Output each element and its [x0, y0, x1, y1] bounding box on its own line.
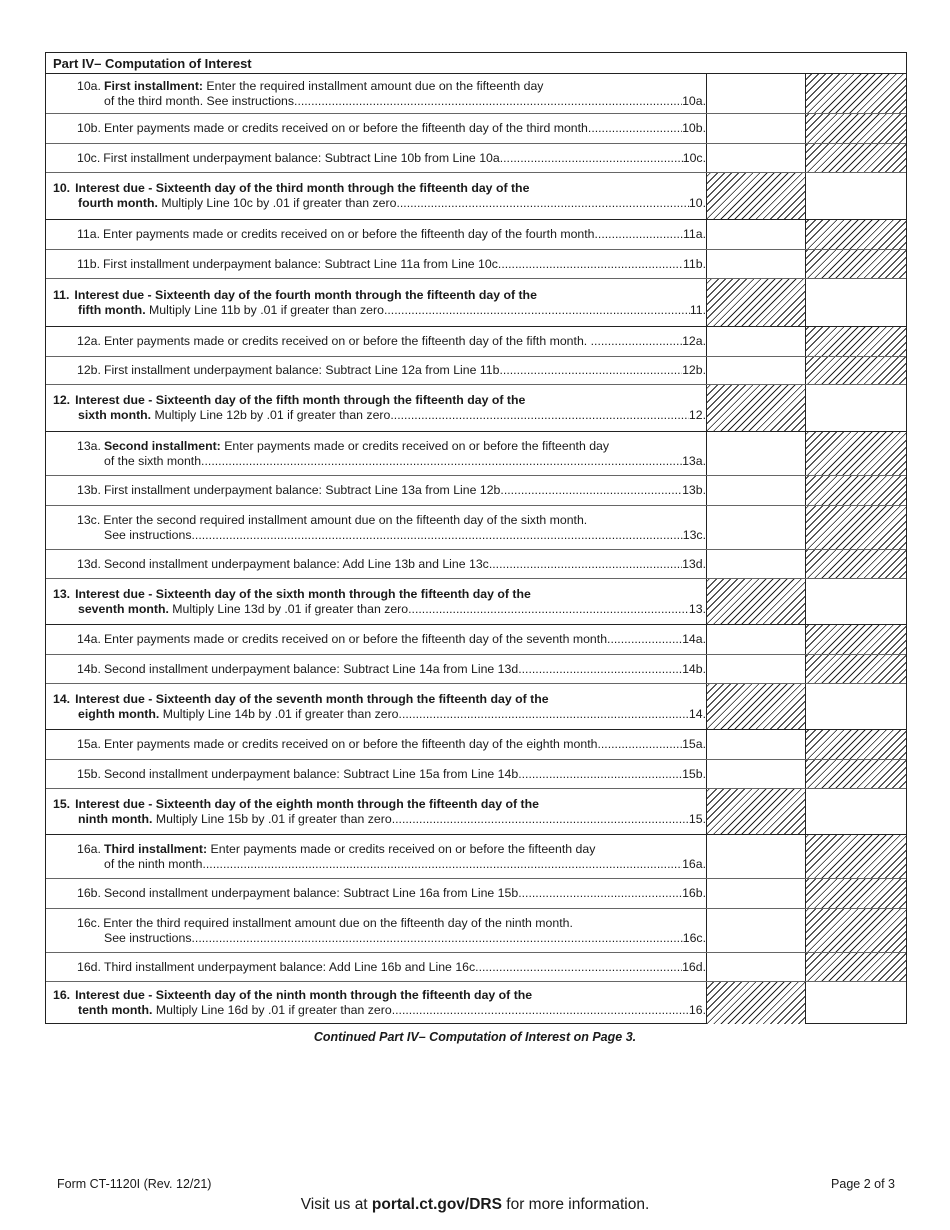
leader-dots [195, 528, 683, 543]
line-13-row [46, 579, 906, 625]
line-text: Enter payments made or credits received on or before the fifteenth day of the third month. [103, 121, 592, 135]
shaded-cell [805, 625, 906, 654]
line-text-cont: See instructions. [104, 930, 195, 945]
line-text: First installment underpayment balance: Subtract Line 11a from Line 10c. [103, 256, 502, 271]
leader-dots [601, 737, 682, 752]
line-15b-row [46, 760, 906, 789]
amount-input-cell[interactable] [706, 655, 805, 683]
line-number: 16d. [77, 959, 101, 974]
leader-dots [504, 483, 682, 498]
amount-input-cell[interactable] [706, 506, 805, 549]
line-13c-row [46, 506, 906, 550]
line-heading-cont: tenth month. [78, 1003, 153, 1017]
amount-input-cell[interactable] [706, 730, 805, 759]
shaded-cell [805, 550, 906, 578]
leader-dots [195, 931, 683, 946]
line-text: Enter payments made or credits received on or before the fifteenth day [220, 438, 610, 453]
leader-dots [598, 227, 683, 242]
line-text: Second installment underpayment balance: Subtract Line 16a from Line 15b. [103, 886, 522, 900]
continued-note: Continued Part IV– Computation of Interest on Page 3. [313, 1030, 637, 1044]
line-label [46, 173, 706, 219]
amount-input-cell[interactable] [706, 144, 805, 172]
line-number: 15b. [77, 766, 101, 781]
line-label [46, 953, 706, 981]
shaded-cell [805, 327, 906, 356]
interest-input-cell[interactable] [805, 579, 906, 624]
line-ref: 15a. [682, 737, 706, 751]
leader-dots [522, 886, 682, 901]
line-11b-row [46, 250, 906, 279]
shaded-cell [805, 655, 906, 683]
amount-input-cell[interactable] [706, 550, 805, 578]
amount-input-cell[interactable] [706, 220, 805, 249]
shaded-cell [706, 173, 805, 219]
interest-input-cell[interactable] [805, 684, 906, 729]
line-10-row [46, 173, 906, 220]
leader-dots [297, 94, 682, 109]
leader-dots [503, 151, 683, 166]
line-ref: 14a. [682, 632, 706, 646]
leader-dots [412, 602, 689, 617]
leader-dots [206, 857, 682, 872]
line-heading: Interest due - Sixteenth day of the seventh month through the fifteenth day of the [75, 691, 549, 706]
line-13d-row [46, 550, 906, 579]
line-ref: 11b. [682, 256, 706, 271]
line-ref: 13a. [682, 453, 706, 468]
line-text: Enter payments made or credits received on or before the fifteenth day of the seventh month. [103, 632, 611, 646]
line-ref: 12. [688, 408, 706, 422]
line-text: First installment underpayment balance: Subtract Line 10b from Line 10a. [103, 150, 504, 165]
interest-input-cell[interactable] [805, 385, 906, 431]
shaded-cell [805, 909, 906, 952]
shaded-cell [805, 506, 906, 549]
line-ref: 14. [688, 706, 706, 721]
line-text: Third installment underpayment balance: Add Line 16b and Line 16c. [103, 959, 479, 974]
line-label [46, 279, 706, 326]
visit-url[interactable]: portal.ct.gov/DRS [371, 1196, 502, 1213]
line-ref: 12b. [682, 363, 706, 377]
line-label [46, 357, 706, 384]
line-number: 16. [53, 988, 71, 1002]
shaded-cell [805, 953, 906, 981]
line-heading: Second installment: [103, 438, 221, 453]
line-text: Enter payments made or credits received on or before the fifteenth day [207, 841, 596, 856]
visit-line [0, 1196, 950, 1214]
line-16c-row [46, 909, 906, 953]
line-label [46, 879, 706, 908]
line-heading-cont: seventh month. [78, 601, 169, 616]
line-label [46, 74, 706, 113]
line-ref: 13b. [682, 483, 706, 497]
line-11-row [46, 279, 906, 327]
line-label [46, 579, 706, 624]
line-heading: Interest due - Sixteenth day of the eighth month through the fifteenth day of the [75, 796, 539, 811]
line-14a-row [46, 625, 906, 655]
shaded-cell [805, 432, 906, 475]
line-ref: 16. [688, 1003, 706, 1017]
form-id: Form CT-1120I (Rev. 12/21) [57, 1177, 212, 1191]
line-ref: 16a. [682, 856, 706, 871]
line-16-row [46, 982, 906, 1024]
line-text: Enter the third required installment amount due on the fifteenth day of the ninth month. [103, 915, 573, 930]
leader-dots [522, 662, 682, 677]
amount-input-cell[interactable] [706, 357, 805, 384]
leader-dots [492, 557, 682, 572]
visit-suffix: for more information. [501, 1196, 650, 1213]
interest-input-cell[interactable] [805, 173, 906, 219]
line-heading-cont: sixth month. [78, 408, 152, 422]
line-number: 12b. [77, 363, 101, 377]
line-text: First installment underpayment balance: Subtract Line 13a from Line 12b. [103, 483, 504, 497]
shaded-cell [805, 357, 906, 384]
shaded-cell [805, 879, 906, 908]
interest-input-cell[interactable] [805, 789, 906, 834]
line-ref: 16c. [682, 930, 706, 945]
amount-input-cell[interactable] [706, 760, 805, 788]
shaded-cell [706, 684, 805, 729]
line-ref: 16d. [682, 959, 706, 974]
line-ref: 10a. [682, 93, 706, 108]
line-number: 11a. [77, 227, 101, 241]
line-number: 13b. [77, 483, 101, 497]
shaded-cell [805, 476, 906, 505]
amount-input-cell[interactable] [706, 953, 805, 981]
line-label [46, 432, 706, 475]
amount-input-cell[interactable] [706, 879, 805, 908]
shaded-cell [706, 279, 805, 326]
line-label [46, 327, 706, 356]
leader-dots [594, 334, 682, 349]
shaded-cell [805, 250, 906, 278]
line-text: Enter payments made or credits received on or before the fifteenth day of the fifth month. . [103, 334, 595, 348]
line-text-cont: Multiply Line 12b by .01 if greater than zero. [151, 408, 394, 422]
shaded-cell [805, 835, 906, 878]
line-heading: Third installment: [103, 841, 208, 856]
line-ref: 10. [688, 196, 706, 210]
line-heading-cont: fourth month. [78, 196, 158, 210]
line-number: 16c. [77, 915, 101, 930]
line-12a-row [46, 327, 906, 357]
line-number: 14. [53, 691, 71, 706]
line-number: 15a. [77, 737, 101, 751]
line-label [46, 550, 706, 578]
line-ref: 13. [688, 601, 706, 616]
line-text-cont: See instructions. [104, 527, 195, 542]
line-number: 16b. [77, 886, 101, 900]
line-heading: Interest due - Sixteenth day of the third month through the fifteenth day of the [75, 181, 530, 195]
leader-dots [503, 363, 682, 378]
leader-dots [400, 196, 689, 211]
line-14-row [46, 684, 906, 730]
leader-dots [402, 707, 689, 722]
leader-dots [395, 1003, 689, 1018]
line-heading: Interest due - Sixteenth day of the fourth month through the fifteenth day of the [74, 287, 537, 302]
shaded-cell [805, 760, 906, 788]
line-number: 13d. [77, 556, 101, 571]
line-number: 10c. [77, 150, 101, 165]
shaded-cell [805, 220, 906, 249]
line-label [46, 250, 706, 278]
line-text: Second installment underpayment balance: Subtract Line 15a from Line 14b. [103, 766, 522, 781]
line-text-cont: Multiply Line 10c by .01 if greater than zero. [157, 196, 400, 210]
line-number: 13c. [77, 512, 101, 527]
line-number: 12. [53, 393, 71, 407]
line-13a-row [46, 432, 906, 476]
part-iv-table [45, 52, 907, 1024]
line-heading-cont: fifth month. [78, 302, 146, 317]
interest-input-cell[interactable] [805, 982, 906, 1024]
line-text: Second installment underpayment balance: Subtract Line 14a from Line 13d. [103, 661, 522, 676]
line-number: 16a. [77, 841, 101, 856]
line-label [46, 835, 706, 878]
line-label [46, 684, 706, 729]
shaded-cell [805, 144, 906, 172]
amount-input-cell[interactable] [706, 250, 805, 278]
leader-dots [610, 632, 682, 647]
line-12-row [46, 385, 906, 432]
amount-input-cell[interactable] [706, 909, 805, 952]
leader-dots [394, 408, 689, 423]
line-ref: 12a. [682, 334, 706, 348]
line-number: 10. [53, 181, 71, 195]
shaded-cell [805, 74, 906, 113]
line-16b-row [46, 879, 906, 909]
line-label [46, 760, 706, 788]
part-title: Part IV– Computation of Interest [46, 53, 906, 74]
leader-dots [204, 454, 682, 469]
line-number: 13a. [77, 438, 101, 453]
line-label [46, 506, 706, 549]
line-10a-row [46, 74, 906, 114]
line-text-cont: Multiply Line 15b by .01 if greater than zero. [152, 811, 396, 826]
line-text-cont: Multiply Line 11b by .01 if greater than zero. [145, 302, 388, 317]
line-ref: 10c. [682, 150, 706, 165]
line-label [46, 476, 706, 505]
amount-input-cell[interactable] [706, 327, 805, 356]
amount-input-cell[interactable] [706, 114, 805, 143]
line-ref: 13c. [682, 527, 706, 542]
line-text-cont: Multiply Line 16d by .01 if greater than zero. [152, 1003, 396, 1017]
line-label [46, 114, 706, 143]
line-text-cont: of the sixth month. [104, 453, 205, 468]
amount-input-cell[interactable] [706, 432, 805, 475]
line-14b-row [46, 655, 906, 684]
line-text-cont: of the third month. See instructions. [104, 93, 298, 108]
amount-input-cell[interactable] [706, 74, 805, 113]
line-text-cont: Multiply Line 13d by .01 if greater than zero. [168, 601, 412, 616]
leader-dots [387, 303, 689, 318]
line-10c-row [46, 144, 906, 173]
line-label [46, 982, 706, 1024]
line-label [46, 625, 706, 654]
amount-input-cell[interactable] [706, 835, 805, 878]
line-text-cont: of the ninth month. [104, 856, 206, 871]
leader-dots [591, 121, 682, 136]
line-label [46, 730, 706, 759]
line-ref: 13d. [682, 556, 706, 571]
line-ref: 15. [688, 811, 706, 826]
line-heading: Interest due - Sixteenth day of the ninth month through the fifteenth day of the [75, 988, 533, 1002]
shaded-cell [805, 114, 906, 143]
line-number: 11b. [77, 256, 101, 271]
line-heading-cont: ninth month. [78, 811, 153, 826]
interest-input-cell[interactable] [805, 279, 906, 326]
line-number: 14a. [77, 632, 101, 646]
shaded-cell [706, 385, 805, 431]
page-number: Page 2 of 3 [831, 1177, 895, 1191]
leader-dots [479, 960, 683, 975]
line-heading: Interest due - Sixteenth day of the fifth month through the fifteenth day of the [75, 393, 526, 407]
shaded-cell [706, 982, 805, 1024]
line-number: 13. [53, 586, 71, 601]
line-number: 15. [53, 796, 71, 811]
line-label [46, 144, 706, 172]
line-13b-row [46, 476, 906, 506]
line-ref: 14b. [682, 661, 706, 676]
line-text: Enter the required installment amount due on the fifteenth day [203, 78, 544, 93]
line-heading: First installment: [103, 78, 204, 93]
line-text-cont: Multiply Line 14b by .01 if greater than zero. [159, 706, 402, 721]
shaded-cell [706, 789, 805, 834]
line-heading: Interest due - Sixteenth day of the sixth month through the fifteenth day of the [75, 586, 531, 601]
line-label [46, 909, 706, 952]
line-number: 10b. [77, 121, 101, 135]
leader-dots [522, 767, 682, 782]
line-16a-row [46, 835, 906, 879]
line-text: First installment underpayment balance: Subtract Line 12a from Line 11b. [103, 363, 503, 377]
leader-dots [501, 257, 683, 272]
leader-dots [395, 812, 689, 827]
line-10b-row [46, 114, 906, 144]
line-ref: 11a. [682, 227, 706, 241]
shaded-cell [706, 579, 805, 624]
line-label [46, 789, 706, 834]
line-number: 10a. [77, 78, 101, 93]
line-text: Enter payments made or credits received on or before the fifteenth day of the eighth month. [103, 737, 601, 751]
line-text: Second installment underpayment balance: Add Line 13b and Line 13c. [103, 556, 493, 571]
line-15-row [46, 789, 906, 835]
line-16d-row [46, 953, 906, 982]
amount-input-cell[interactable] [706, 476, 805, 505]
visit-prefix: Visit us at [300, 1196, 372, 1213]
line-ref: 16b. [682, 886, 706, 900]
line-label [46, 220, 706, 249]
line-15a-row [46, 730, 906, 760]
line-text: Enter the second required installment amount due on the fifteenth day of the sixth month. [103, 512, 588, 527]
line-text: Enter payments made or credits received on or before the fifteenth day of the fourth month. [103, 227, 598, 241]
line-number: 14b. [77, 661, 101, 676]
line-ref: 10b. [682, 121, 706, 135]
line-number: 11. [53, 287, 70, 302]
line-heading-cont: eighth month. [78, 706, 160, 721]
line-11a-row [46, 220, 906, 250]
line-label [46, 655, 706, 683]
line-12b-row [46, 357, 906, 385]
amount-input-cell[interactable] [706, 625, 805, 654]
line-number: 12a. [77, 334, 101, 348]
line-ref: 15b. [682, 766, 706, 781]
line-ref: 11. [689, 302, 706, 317]
line-label [46, 385, 706, 431]
shaded-cell [805, 730, 906, 759]
